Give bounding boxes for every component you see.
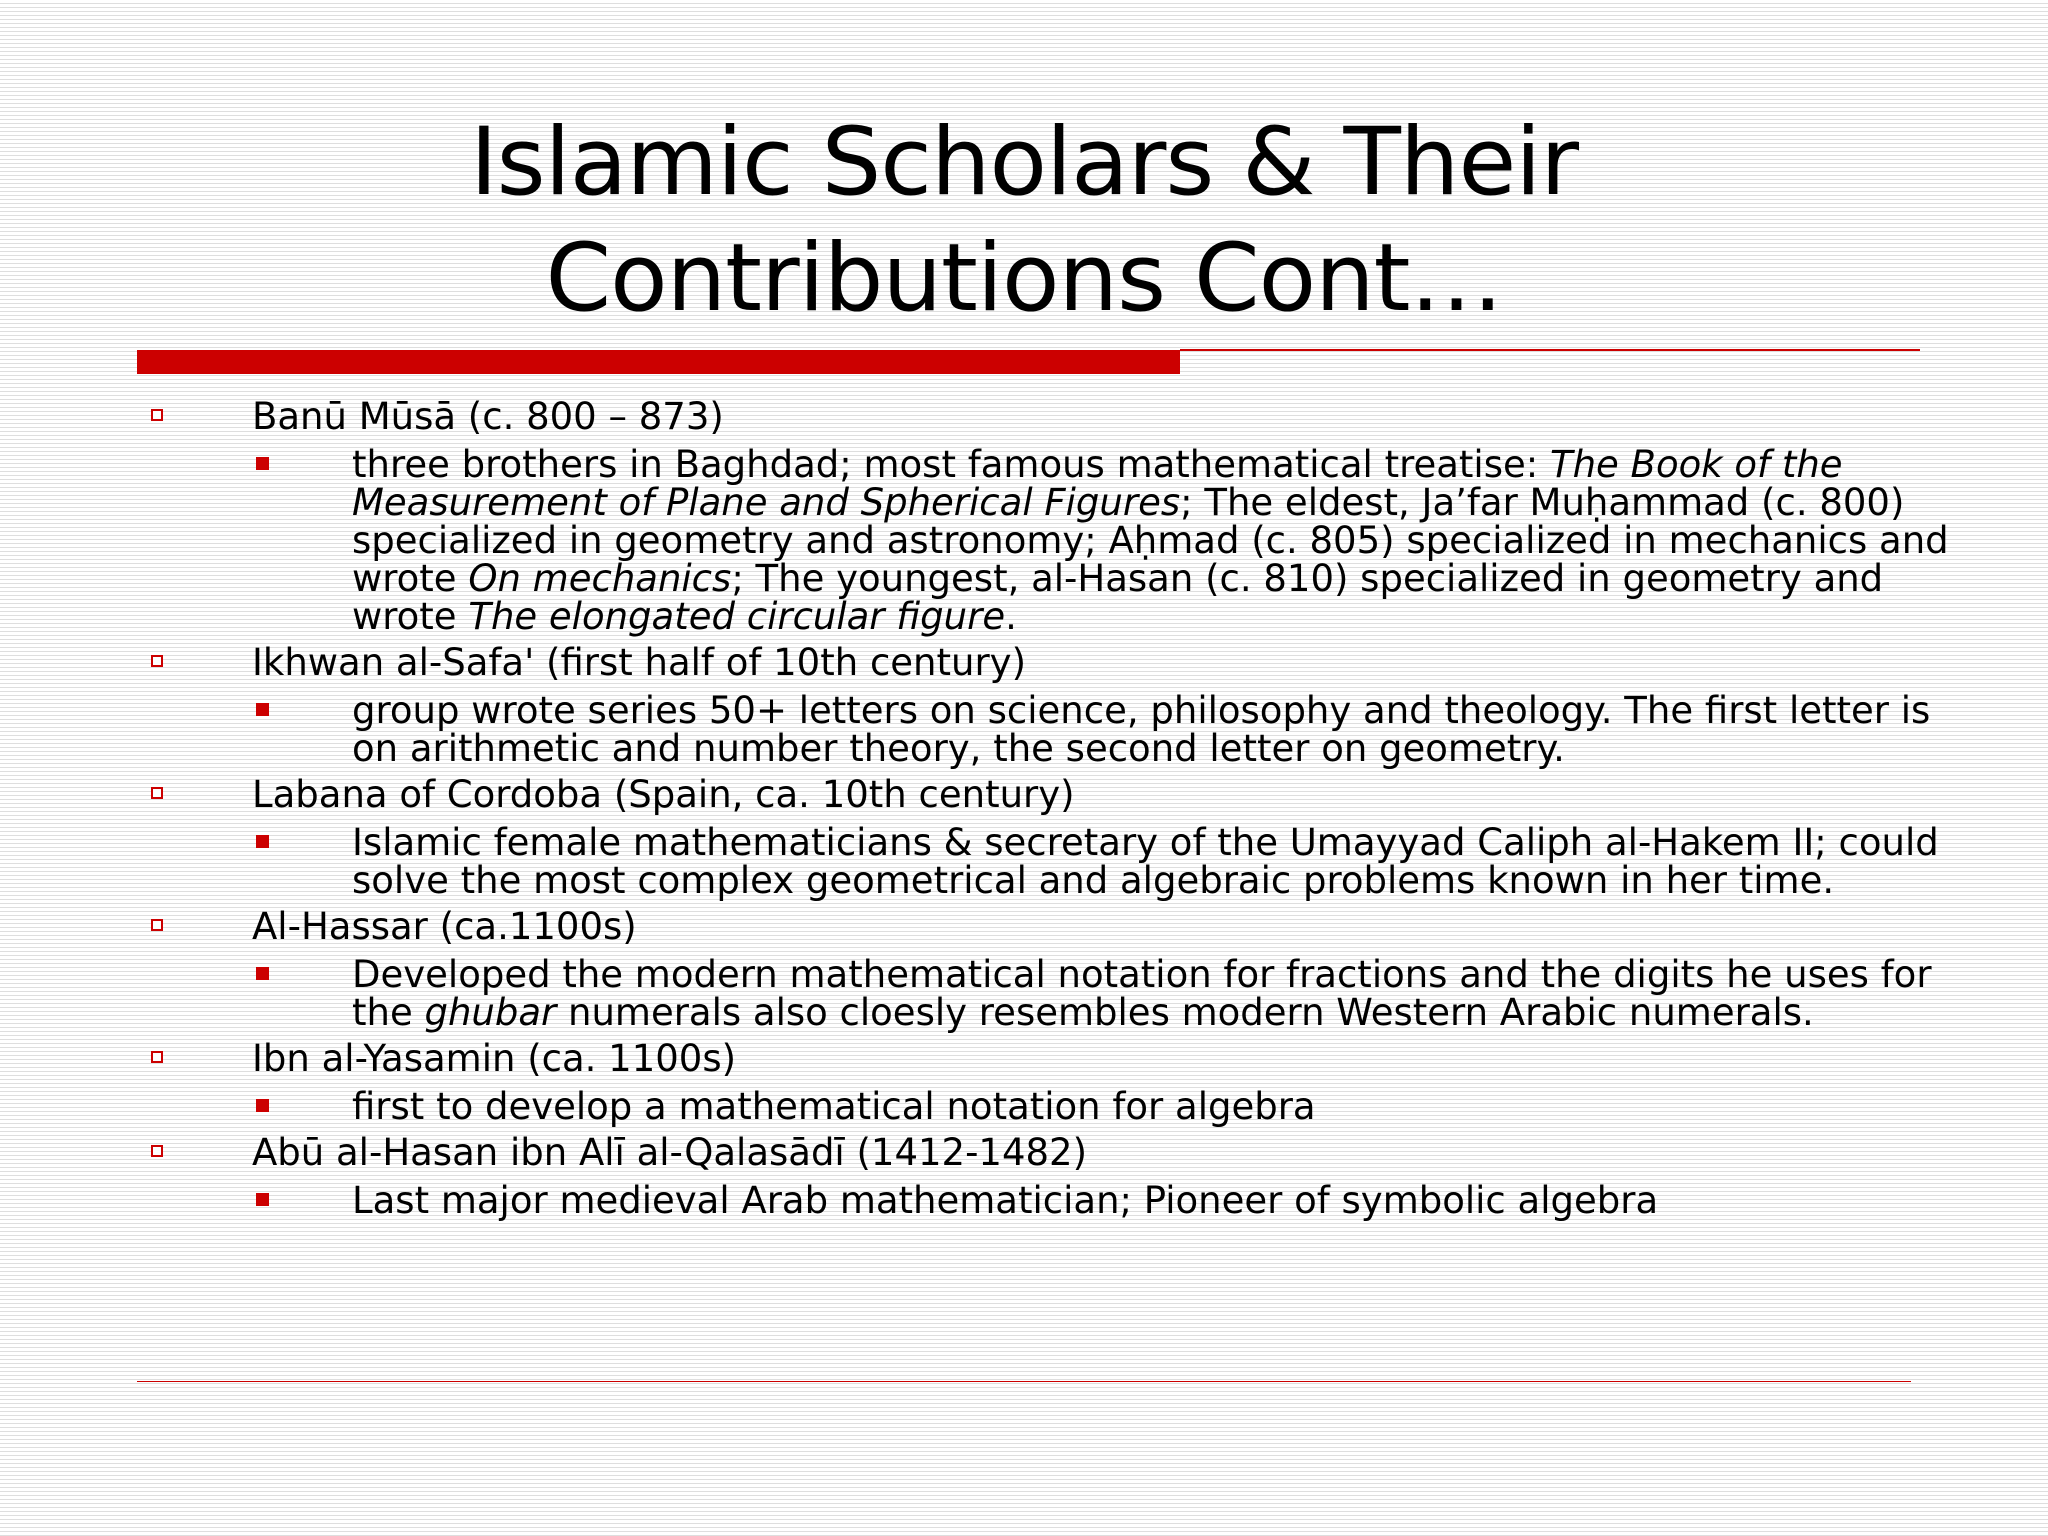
list-item-heading: Ibn al-Yasamin (ca. 1100s) [252,1037,737,1080]
detail-text: three brothers in Baghdad; most famous mathematical treatise: [352,443,1550,486]
solid-square-bullet-icon [256,1193,269,1206]
list-item-heading: Labana of Cordoba (Spain, ca. 10th century) [252,773,1075,816]
hollow-square-bullet-icon [151,409,163,421]
list-subitem-banu-musa [0,443,2048,638]
list-item-labana [0,773,2048,816]
detail-text: numerals also cloesly resembles modern Western Arabic numerals. [556,991,1814,1034]
term-ghubar: ghubar [424,991,557,1034]
hollow-square-bullet-icon [151,1051,163,1063]
solid-square-bullet-icon [256,1099,269,1112]
bullet-list [0,395,2048,1222]
solid-square-bullet-icon [256,835,269,848]
list-item-al-qalasadi [0,1131,2048,1174]
detail-text: group wrote series 50+ letters on science, philosophy and theology. The first letter is on arithmetic and number theory, the second letter on geometry. [352,689,1931,770]
solid-square-bullet-icon [256,703,269,716]
list-item-heading: Abū al-Hasan ibn Alī al-Qalasādī (1412-1482) [252,1131,1088,1174]
detail-text: first to develop a mathematical notation for algebra [352,1085,1316,1128]
list-item-ikhwan-al-safa [0,641,2048,684]
list-item-heading: Banū Mūsā (c. 800 – 873) [252,395,724,438]
solid-square-bullet-icon [256,967,269,980]
list-subitem-labana [0,821,2048,902]
list-subitem-ibn-al-yasamin [0,1085,2048,1128]
footer-divider [137,1381,1911,1382]
list-item-banu-musa [0,395,2048,438]
detail-text: . [1005,595,1017,638]
hollow-square-bullet-icon [151,655,163,667]
list-subitem-al-qalasadi [0,1179,2048,1222]
solid-square-bullet-icon [256,457,269,470]
book-title-on-mechanics: On mechanics [468,557,732,600]
slide-title-line-1: Islamic Scholars & Their [469,108,1579,217]
book-title-elongated-figure: The elongated circular figure [468,595,1006,638]
hollow-square-bullet-icon [151,787,163,799]
detail-text: ; The eldest, Ja’far Muḥammad (c. 800) specialized in geometry and astronomy; Aḥmad (c. 805) specialized in mechanics and wrote [352,481,1949,600]
title-underline-thick [137,350,1180,374]
slide-title-line-2: Contributions Cont… [545,224,1503,333]
slide-title [0,105,2048,337]
list-subitem-al-hassar [0,953,2048,1034]
list-item-al-hassar [0,905,2048,948]
detail-text: Last major medieval Arab mathematician; Pioneer of symbolic algebra [352,1179,1659,1222]
hollow-square-bullet-icon [151,1145,163,1157]
hollow-square-bullet-icon [151,919,163,931]
detail-text: Developed the modern mathematical notation for fractions and the digits he uses for the [352,953,1932,1034]
list-item-ibn-al-yasamin [0,1037,2048,1080]
book-title-measurement: The Book of the Measurement of Plane and Spherical Figures [352,443,1843,524]
list-subitem-ikhwan-al-safa [0,689,2048,770]
list-item-heading: Ikhwan al-Safa' (first half of 10th century) [252,641,1027,684]
list-item-heading: Al-Hassar (ca.1100s) [252,905,637,948]
detail-text: ; The youngest, al-Hasan (c. 810) specialized in geometry and wrote [352,557,1884,638]
title-underline-thin [1180,349,1920,351]
detail-text: Islamic female mathematicians & secretary of the Umayyad Caliph al-Hakem II; could solve the most complex geometrical and algebraic problems known in her time. [352,821,1939,902]
